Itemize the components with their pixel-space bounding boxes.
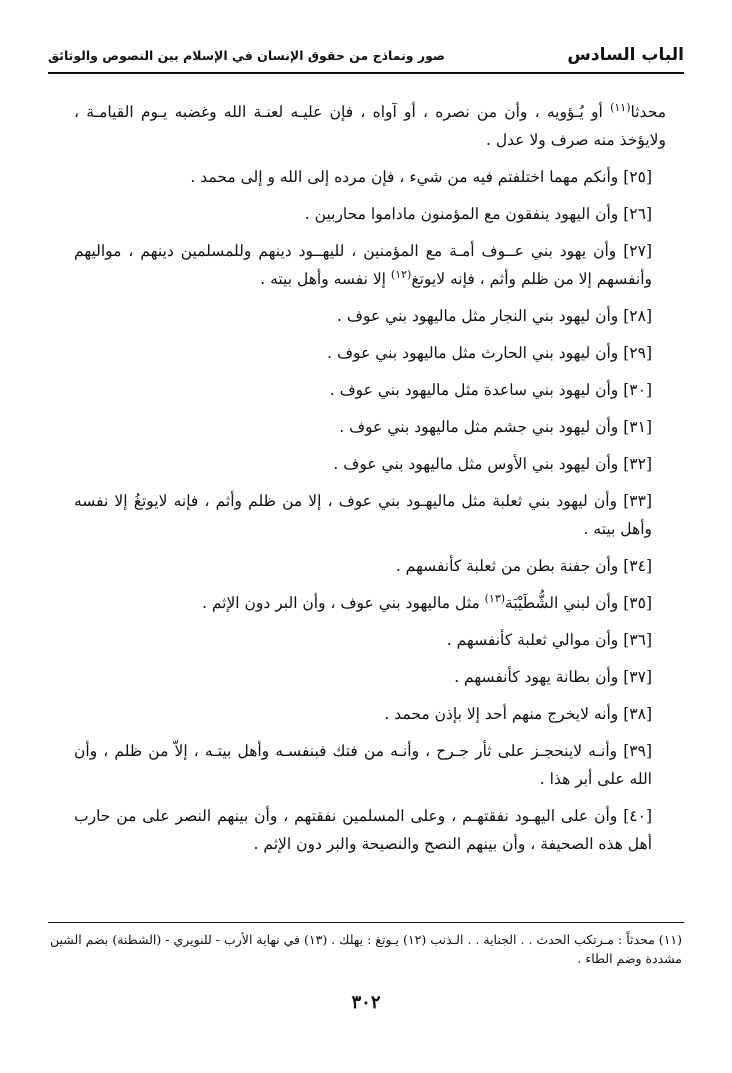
clause-text: وأن ليهود بني النجار مثل ماليهود بني عوف . (337, 307, 624, 325)
clause-text-end: مثل ماليهود بني عوف ، وأن البر دون الإثم . (201, 594, 485, 612)
intro-text-start: محدثا (630, 103, 666, 121)
footnotes (50, 930, 682, 968)
clause-text: وأن على اليهـود نفقتهـم ، وعلى المسلمين نفقتهم ، وأن بينهم النصر على من حارب أهل هذه الصحيفة ، وأن بينهم النصح والنصيحة والبر دون الإثم . (74, 807, 652, 853)
clause-paragraph (74, 200, 666, 228)
clause-text: وأن موالي ثعلبة كأنفسهم . (446, 631, 624, 649)
main-text (74, 98, 666, 867)
intro-text-end: أو يُـؤويه ، وأن من نصره ، أو آواه ، فإن عليـه لعنـة الله وغضبه يـوم القيامـة ، ولايؤخذ منه صرف ولا عدل . (74, 103, 666, 149)
footnote-ref: (١٣) (484, 591, 506, 605)
clause-text: وأن ليهود بني الحارث مثل ماليهود بني عوف . (327, 344, 624, 362)
clause-number: [٣١] (623, 418, 652, 436)
clause-paragraph (74, 626, 666, 654)
clause-text: وأنـه لاينحجـز على ثأر جـرح ، وأنـه من فتك فبنفسـه وأهل بيتـه ، إلاّ من ظلم ، وأن الله على أبر هذا . (74, 742, 652, 788)
clause-number: [٢٩] (623, 344, 652, 362)
book-title: صور ونماذج من حقوق الإنسان في الإسلام بين النصوص والوثائق (48, 47, 446, 63)
clause-text: وأن لبني الشُّطَيْبَة (505, 594, 624, 612)
clause-paragraph (74, 450, 666, 478)
clause-text: وأنكم مهما اختلفتم فيه من شيء ، فإن مرده إلى الله و إلى محمد . (190, 168, 624, 186)
header-divider (48, 72, 684, 74)
footnote-ref: (١١) (610, 100, 631, 114)
running-header (48, 40, 684, 70)
footnote-divider (48, 922, 684, 923)
clause-number: [٢٦] (623, 205, 652, 223)
clause-number: [٣٩] (623, 742, 652, 760)
clause-number: [٣٨] (623, 705, 652, 723)
clause-paragraph (74, 700, 666, 728)
chapter-title: الباب السادس (567, 45, 684, 65)
clause-number: [٢٧] (623, 242, 652, 260)
page-number: ٣٠٢ (351, 992, 381, 1013)
clause-paragraph (74, 376, 666, 404)
clause-text: وأن ليهود بني ساعدة مثل ماليهود بني عوف . (329, 381, 624, 399)
clause-text: وأن بطانة يهود كأنفسهم . (454, 668, 624, 686)
clause-paragraph (74, 302, 666, 330)
clause-number: [٣٣] (623, 492, 652, 510)
intro-paragraph (74, 98, 666, 154)
clause-text: وأنه لايخرج منهم أحد إلا بإذن محمد . (384, 705, 624, 723)
clause-paragraph (74, 663, 666, 691)
clause-number: [٣٧] (623, 668, 652, 686)
clause-text-end: إلا نفسه وأهل بيته . (260, 270, 391, 288)
clause-text: وأن جفنة بطن من ثعلبة كأنفسهم . (395, 557, 624, 575)
clause-paragraph (74, 163, 666, 191)
clause-number: [٣٠] (623, 381, 652, 399)
clause-text: وأن اليهود ينفقون مع المؤمنون ماداموا محاربين . (304, 205, 624, 223)
clause-paragraph (74, 802, 666, 858)
clause-paragraph (74, 589, 666, 617)
clause-paragraph (74, 413, 666, 441)
clause-text: وأن ليهود بني الأوس مثل ماليهود بني عوف . (333, 455, 624, 473)
clause-number: [٤٠] (623, 807, 652, 825)
clause-number: [٣٦] (623, 631, 652, 649)
clause-paragraph (74, 237, 666, 293)
clause-paragraph (74, 487, 666, 543)
clause-number: [٢٨] (623, 307, 652, 325)
clause-paragraph (74, 737, 666, 793)
clause-paragraph (74, 552, 666, 580)
clause-paragraph (74, 339, 666, 367)
footnote-ref: (١٢) (390, 267, 412, 281)
clause-number: [٣٢] (623, 455, 652, 473)
clause-number: [٣٤] (623, 557, 652, 575)
clause-number: [٢٥] (623, 168, 652, 186)
clause-text: وأن ليهود بني جشم مثل ماليهود بني عوف . (339, 418, 624, 436)
clause-text: وأن ليهود بني ثعلبة مثل ماليهـود بني عوف ، إلا من ظلم وأثم ، فإنه لايوتغُ إلا نفسه وأهل بيته . (74, 492, 652, 538)
footnote-text: (١١) محدثاً : مـرتكب الحدث . . الجناية . . الـذنب (١٢) يـوتغ : يهلك . (١٣) في نهاية الأرب - للنويري - (الشطنة) بضم الشين مشددة وضم الطاء . (50, 932, 683, 966)
clause-number: [٣٥] (623, 594, 652, 612)
clause-text: وأن يهود بني عــوف أمـة مع المؤمنين ، لليهــود دينهم وللمسلمين دينهم ، مواليهم وأنفسهم إلا من ظلم وأثم ، فإنه لايوتغ (74, 242, 652, 288)
